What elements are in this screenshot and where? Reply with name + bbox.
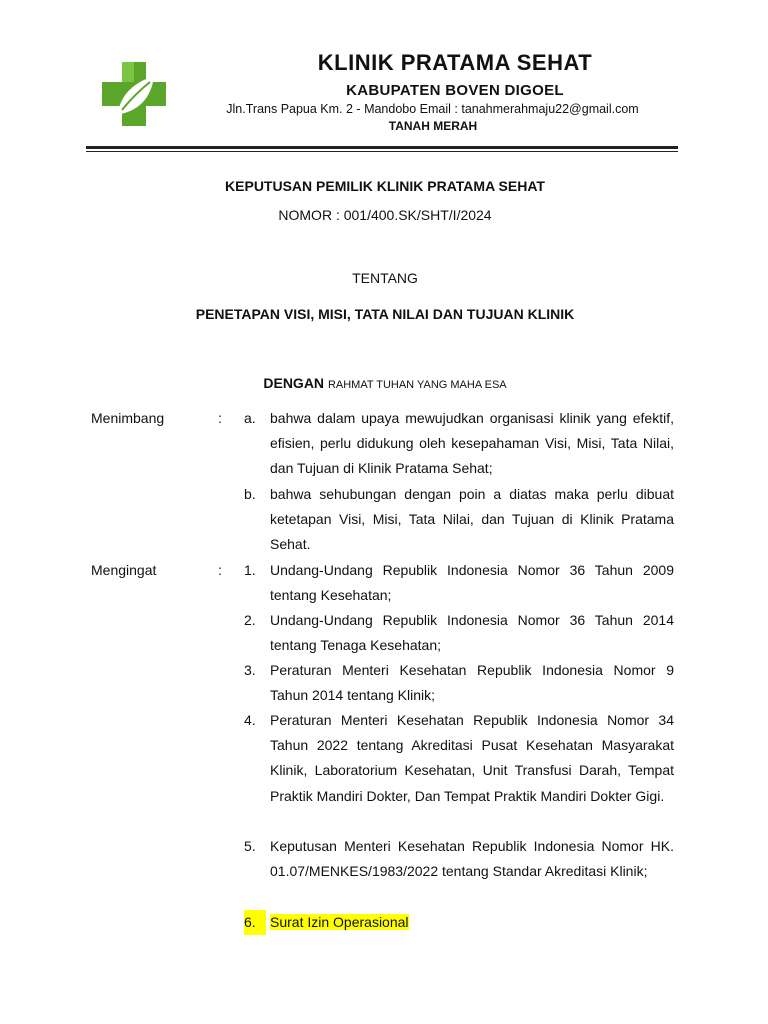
clinic-name: KLINIK PRATAMA SEHAT (317, 50, 593, 75)
list-marker: 3. (244, 662, 256, 678)
blessing-small: RAHMAT TUHAN YANG MAHA ESA (327, 379, 507, 391)
list-item-text: Undang-Undang Republik Indonesia Nomor 36 Tahun 2014 tentang Tenaga Kesehatan; (270, 612, 674, 654)
decree-number: NOMOR : 001/400.SK/SHT/I/2024 (278, 207, 492, 223)
mengingat-item (244, 558, 674, 608)
header-divider-thin (86, 151, 678, 152)
regency-name: KABUPATEN BOVEN DIGOEL (346, 82, 564, 99)
decree-about-label: TENTANG (352, 270, 418, 286)
blessing-big: DENGAN (263, 375, 325, 391)
decree-subject: PENETAPAN VISI, MISI, TATA NILAI DAN TUJUAN KLINIK (195, 306, 575, 322)
list-item-text: bahwa sehubungan dengan poin a diatas maka perlu dibuat ketetapan Visi, Misi, Tata Nilai, dan Tujuan di Klinik Pratama Sehat. (270, 486, 674, 553)
clinic-city: TANAH MERAH (388, 119, 478, 133)
list-marker: 1. (244, 562, 256, 578)
list-marker: 5. (244, 838, 256, 854)
menimbang-label: Menimbang (91, 410, 165, 426)
decree-title: KEPUTUSAN PEMILIK KLINIK PRATAMA SEHAT (225, 178, 545, 194)
green-cross-leaf-icon (98, 58, 170, 130)
mengingat-item (244, 658, 674, 708)
menimbang-item (244, 482, 674, 558)
list-item-text: Peraturan Menteri Kesehatan Republik Indonesia Nomor 9 Tahun 2014 tentang Klinik; (270, 662, 674, 704)
mengingat-item (244, 708, 674, 809)
mengingat-item-highlighted (244, 910, 674, 935)
clinic-logo (98, 58, 170, 130)
mengingat-label: Mengingat (91, 562, 157, 578)
mengingat-item (244, 834, 674, 884)
list-item-text: Surat Izin Operasional (270, 914, 409, 930)
blessing-line (90, 375, 680, 391)
list-item-text: Undang-Undang Republik Indonesia Nomor 36 Tahun 2009 tentang Kesehatan; (270, 562, 674, 604)
list-item-text: Keputusan Menteri Kesehatan Republik Indonesia Nomor HK. 01.07/MENKES/1983/2022 tentang Standar Akreditasi Klinik; (270, 838, 674, 880)
list-item-text: bahwa dalam upaya mewujudkan organisasi klinik yang efektif, efisien, perlu didukung oleh kesepahaman Visi, Misi, Tata Nilai, dan Tujuan di Klinik Pratama Sehat; (270, 410, 674, 477)
list-marker: b. (244, 486, 256, 502)
menimbang-colon: : (218, 410, 222, 426)
list-marker: 6. (244, 910, 266, 935)
list-marker: 2. (244, 612, 256, 628)
clinic-address: Jln.Trans Papua Km. 2 - Mandobo Email : tanahmerahmaju22@gmail.com (226, 102, 639, 116)
menimbang-item (244, 406, 674, 482)
list-marker: a. (244, 410, 256, 426)
header-divider-thick (86, 146, 678, 149)
list-marker: 4. (244, 712, 256, 728)
mengingat-colon: : (218, 562, 222, 578)
list-item-text: Peraturan Menteri Kesehatan Republik Indonesia Nomor 34 Tahun 2022 tentang Akreditasi Pusat Kesehatan Masyarakat Klinik, Laboratorium Kesehatan, Unit Transfusi Darah, Tempat Praktik Mandiri Dokter, Dan Tempat Praktik Mandiri Dokter Gigi. (270, 712, 674, 804)
mengingat-item (244, 608, 674, 658)
